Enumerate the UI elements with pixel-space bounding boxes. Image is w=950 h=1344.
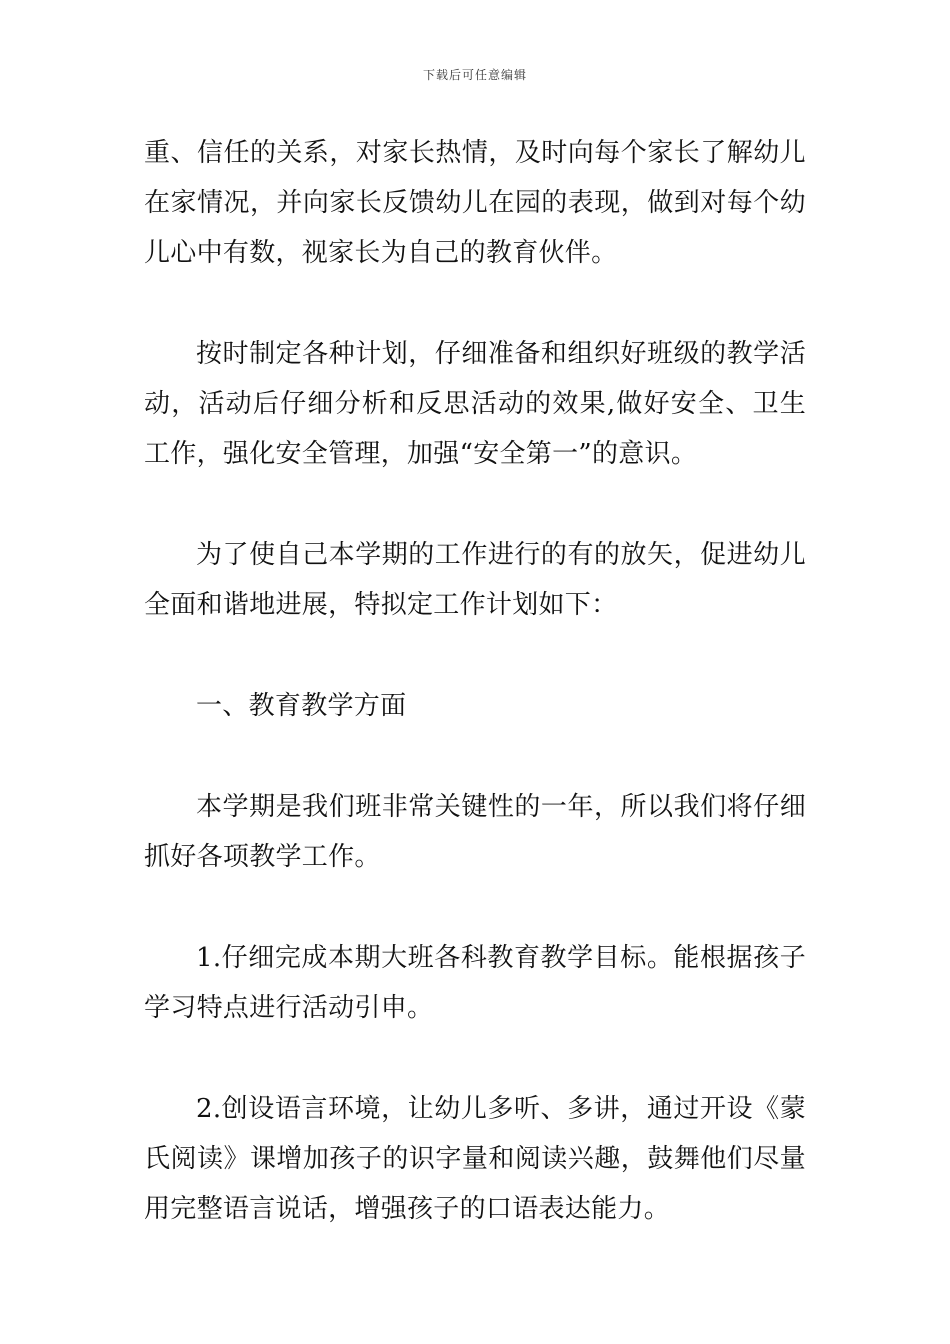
paragraph-semester: 本学期是我们班非常关键性的一年，所以我们将仔细抓好各项教学工作。: [144, 792, 806, 872]
paragraph-intro: 为了使自己本学期的工作进行的有的放矢，促进幼儿全面和谐地进展，特拟定工作计划如下：: [144, 540, 806, 620]
section-heading-education: 一、教育教学方面: [196, 691, 407, 721]
list-item-2: 2.创设语言环境，让幼儿多听、多讲，通过开设《蒙氏阅读》课增加孩子的识字量和阅读兴趣，鼓舞他们尽量用完整语言说话，增强孩子的口语表达能力。: [144, 1094, 806, 1224]
list-item-1: 1.仔细完成本期大班各科教育教学目标。能根据孩子学习特点进行活动引申。: [144, 943, 806, 1023]
paragraph-plans: 按时制定各种计划，仔细准备和组织好班级的教学活动，活动后仔细分析和反思活动的效果,做好安全、卫生工作，强化安全管理，加强“安全第一”的意识。: [144, 339, 806, 469]
paragraph-continuation: 重、信任的关系，对家长热情，及时向每个家长了解幼儿在家情况，并向家长反馈幼儿在园的表现，做到对每个幼儿心中有数，视家长为自己的教育伙伴。: [144, 138, 806, 268]
header-note: 下载后可任意编辑: [422, 68, 527, 82]
document-body: [144, 128, 806, 1285]
